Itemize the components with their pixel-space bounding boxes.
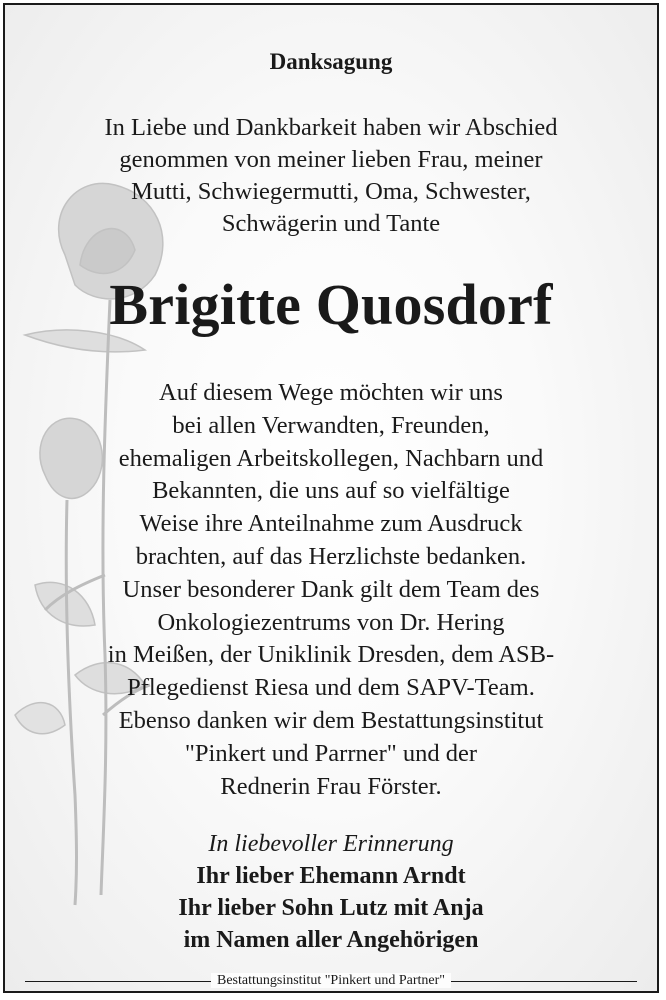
thanks-line: Pflegedienst Riesa und dem SAPV-Team.: [127, 674, 535, 702]
signature-line: Ihr lieber Ehemann Arndt: [196, 863, 466, 889]
thanks-line: brachten, auf das Herzlichste bedanken.: [135, 542, 527, 570]
intro-line: In Liebe und Dankbarkeit haben wir Abschied: [104, 114, 558, 141]
thanks-line: bei allen Verwandten, Freunden,: [172, 411, 490, 439]
closing-block: [5, 828, 657, 956]
thanks-line: Auf diesem Wege möchten wir uns: [159, 379, 503, 406]
obituary-notice: [3, 3, 659, 993]
intro-text: [5, 112, 657, 240]
thanks-line: Rednerin Frau Förster.: [220, 772, 442, 800]
thanks-line: Ebenso danken wir dem Bestattungsinstitut: [118, 706, 544, 734]
thanks-line: Onkologiezentrums von Dr. Hering: [157, 608, 505, 636]
closing-phrase: In liebevoller Erinnerung: [208, 831, 454, 857]
footer: [5, 973, 657, 989]
thanks-text: [5, 377, 657, 803]
footer-text: Bestattungsinstitut "Pinkert und Partner": [211, 973, 451, 988]
intro-line: Schwägerin und Tante: [221, 210, 441, 237]
thanks-line: Weise ihre Anteilnahme zum Ausdruck: [139, 510, 523, 538]
deceased-name: Brigitte Quosdorf: [109, 272, 553, 337]
thanks-line: Bekannten, die uns auf so vielfältige: [152, 477, 510, 505]
thanks-line: ehemaligen Arbeitskollegen, Nachbarn und: [118, 444, 544, 472]
thanks-line: in Meißen, der Uniklinik Dresden, dem ASB-: [107, 641, 555, 669]
thanks-line: "Pinkert und Parrner" und der: [184, 739, 478, 767]
intro-line: Mutti, Schwiegermutti, Oma, Schwester,: [131, 178, 531, 205]
thanks-line: Unser besonderer Dank gilt dem Team des: [122, 575, 540, 603]
heading: Danksagung: [269, 49, 393, 74]
intro-line: genommen von meiner lieben Frau, meiner: [119, 146, 543, 173]
signature-line: Ihr lieber Sohn Lutz mit Anja: [178, 895, 484, 921]
signature-line: im Namen aller Angehörigen: [183, 927, 479, 953]
